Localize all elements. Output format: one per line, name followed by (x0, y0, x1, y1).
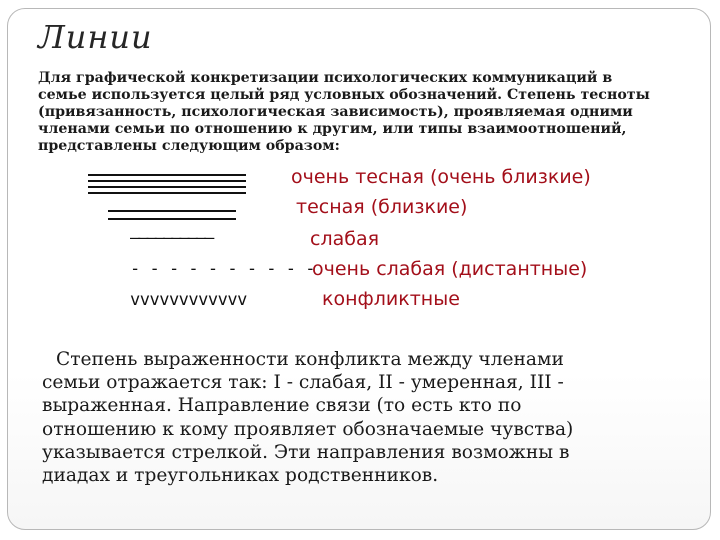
outro-line: Степень выраженности конфликта между членами (56, 349, 564, 370)
legend-symbol-weak: –––––––––– (130, 228, 213, 248)
legend-symbol-tight (108, 208, 238, 222)
outro-line: указывается стрелкой. Эти направления возможны в (42, 441, 570, 463)
outro-line: выраженная. Направление связи (то есть кто по (42, 395, 522, 417)
outro-line: семьи отражается так: I - слабая, II - умеренная, III - (42, 372, 564, 394)
legend-label-very-tight: очень тесная (очень близкие) (291, 166, 591, 188)
legend-symbol-very-weak: - - - - - - - - - - (130, 259, 315, 279)
intro-line: семье используется целый ряд условных обозначений. Степень тесноты (38, 87, 650, 103)
legend-label-tight: тесная (близкие) (296, 196, 468, 218)
intro-paragraph (38, 70, 688, 155)
legend-symbol-conflict: vvvvvvvvvvvv (130, 290, 247, 310)
legend-symbol-very-tight (88, 172, 248, 194)
intro-line: (привязанность, психологическая зависимость), проявляемая одними (38, 104, 633, 120)
outro-line: отношению к кому проявляет обозначаемые чувства) (42, 418, 574, 440)
outro-paragraph (42, 348, 682, 487)
legend-label-conflict: конфликтные (322, 288, 460, 310)
outro-line: диадах и треугольниках родственников. (42, 465, 439, 487)
intro-line: представлены следующим образом: (38, 138, 340, 154)
intro-line: членами семьи по отношению к другим, или типы взаимоотношений, (38, 121, 627, 137)
legend-label-very-weak: очень слабая (дистантные) (312, 258, 588, 280)
legend-label-weak: слабая (310, 228, 380, 250)
slide-title: Линии (38, 18, 153, 56)
intro-line: Для графической конкретизации психологических коммуникаций в (38, 70, 613, 86)
